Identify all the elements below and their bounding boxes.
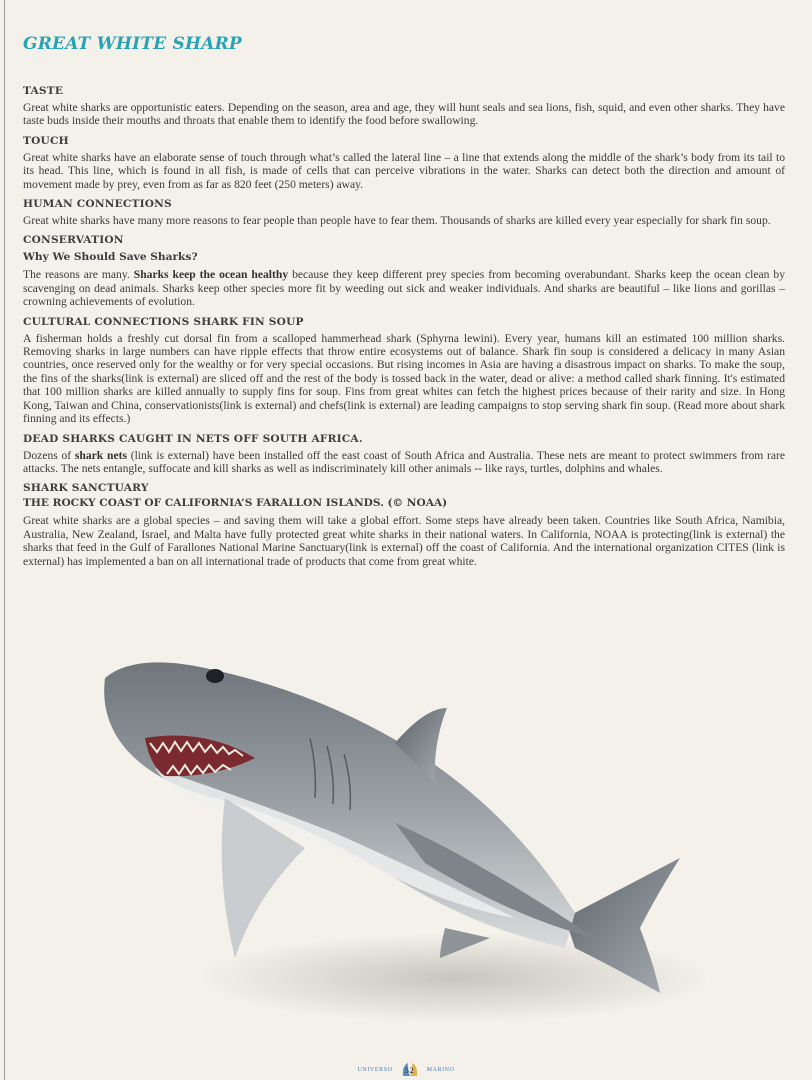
section-dead-sharks (23, 432, 785, 476)
page-footer (0, 1060, 812, 1080)
section-text: A fisherman holds a freshly cut dorsal fin from a scalloped hammerhead shark (Sphyrna lewini). Every year, humans kill an estimated 100 million sharks. Removing sharks in large numbers can have ripple effects that throw entire ecosystems out of balance. Shark fin soup is considered a delicacy in many Asian countries, once reserved only for the wealthy or for very special occasions. But rising incomes in Asia are having a disastrous impact on sharks. To make the soup, the fins of the sharks(link is external) are sliced off and the rest of the body is tossed back in the water, dead or alive: a method called shark finning. It's estimated that 100 million sharks are killed annually to supply fins for soup. Fins from great whites can fetch the highest prices because of their rarity and size. In Hong Kong, Taiwan and China, conservationists(link is external) and chefs(link is external) are leading campaigns to stop serving shark fin soup. (Read more about shark finning and its effects.) (23, 331, 785, 426)
section-text: Great white sharks have an elaborate sense of touch through what’s called the lateral line – a line that extends along the middle of the shark’s body from its tail to its head. This line, which is found in all fish, is made of cells that can perceive vibrations in the water. Sharks can detect both the direction and amount of movement made by prey, even from as far as 820 feet (250 meters) away. (23, 150, 785, 191)
footer-logo (401, 1062, 419, 1078)
section-touch (23, 134, 785, 191)
page-number: 52 (404, 1065, 415, 1075)
section-text: Great white sharks have many more reasons to fear people than people have to fear them. Thousands of sharks are killed every year especially for shark fin soup. (23, 214, 771, 228)
section-heading: TOUCH (23, 134, 69, 147)
text-part: because they keep different prey species from becoming overabundant. Sharks keep the ocean clean by scavenging on dead animals. Sharks keep other species more fit by weeding out sick and weaker individuals. And sharks are beautiful – like lions and gorillas – crowning achievements of evolution. (23, 268, 785, 309)
footer-brand-right: MARINO (426, 1067, 455, 1073)
section-text: Great white sharks are a global species – and saving them will take a global effort. Some steps have already been taken. Countries like South Africa, Namibia, Australia, New Zealand, Israel, and Malta have fully protected great white sharks in their national waters. In California, NOAA is protecting(link is external) the sharks that feed in the Gulf of Farallones National Marine Sanctuary(link is external) off the coast of California. And the international organization CITES (link is external) has implemented a ban on all international trade of products that come from great white. (23, 514, 785, 568)
section-cultural-connections (23, 315, 785, 426)
section-text (23, 449, 785, 476)
section-heading: TASTE (23, 85, 64, 97)
section-subheading: THE ROCKY COAST OF CALIFORNIA’S FARALLON ISLANDS. (© NOAA) (23, 497, 448, 510)
text-part: Dozens of (23, 448, 75, 462)
bold-phrase: shark nets (74, 448, 127, 462)
text-part: The reasons are many. (23, 268, 134, 282)
section-heading: CONSERVATION (23, 234, 124, 247)
text-part: (link is external) have been installed off the east coast of South Africa and Australia. These nets are meant to protect swimmers from rare attacks. The nets entangle, suffocate and kill sharks as well as indiscriminately kill other animals -- like rays, turtles, dolphins and whales. (23, 448, 786, 475)
section-text (23, 268, 785, 308)
section-human-connections (23, 197, 785, 227)
page-border (4, 0, 5, 1080)
section-shark-sanctuary (23, 481, 785, 568)
article-body (23, 84, 785, 574)
section-subheading: Why We Should Save Sharks? (23, 251, 198, 264)
shark-illustration (95, 648, 705, 1028)
section-heading: HUMAN CONNECTIONS (23, 198, 172, 211)
footer-brand-left: UNIVERSO (357, 1067, 393, 1073)
section-heading: DEAD SHARKS CAUGHT IN NETS OFF SOUTH AFRICA. (23, 432, 363, 445)
section-heading: CULTURAL CONNECTIONS SHARK FIN SOUP (23, 315, 304, 328)
page-title: GREAT WHITE SHARP (23, 34, 242, 54)
section-text: Great white sharks are opportunistic eaters. Depending on the season, area and age, they will hunt seals and sea lions, fish, squid, and even other sharks. They have taste buds inside their mouths and throats that enable them to identify the food before swallowing. (23, 101, 785, 128)
section-conservation (23, 233, 785, 308)
section-taste (23, 84, 785, 128)
section-heading: SHARK SANCTUARY (23, 482, 149, 495)
bold-phrase: Sharks keep the ocean healthy (133, 268, 289, 282)
shark-icon (95, 648, 705, 1028)
